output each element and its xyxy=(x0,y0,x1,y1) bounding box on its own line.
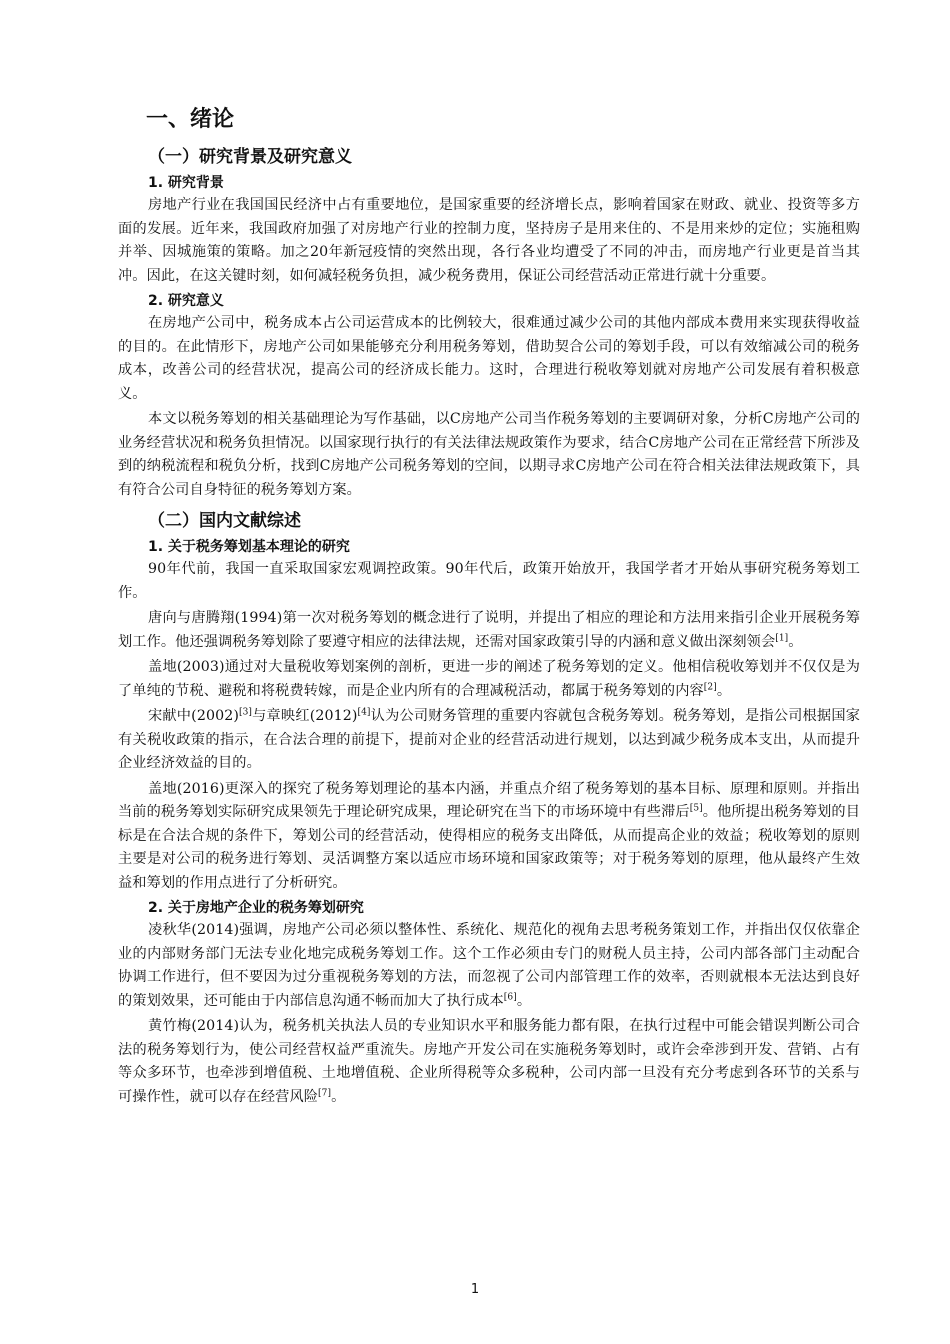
paragraph xyxy=(118,919,860,1013)
section-heading-literature: （二）国内文献综述 xyxy=(148,511,301,531)
paragraph-text: 。他所提出税务筹划的目标是在合法合规的条件下，筹划公司的经营活动，使得相应的税务支出降低，从而提高企业的效益；税收筹划的原则主要是对公司的税务进行筹划、灵活调整方案以适应市场环境和国家政策等；对于税务筹划的原理，他从最终产生效益和筹划的作用点进行了分析研究。 xyxy=(118,804,860,891)
citation-ref: [6] xyxy=(503,991,517,1002)
subheading-real-estate-research: 2. 关于房地产企业的税务筹划研究 xyxy=(148,900,364,916)
subheading-research-background: 1. 研究背景 xyxy=(148,175,224,191)
subheading-theory-research: 1. 关于税务筹划基本理论的研究 xyxy=(148,539,350,555)
citation-ref: [7] xyxy=(318,1087,332,1098)
paragraph xyxy=(118,656,860,703)
paragraph-text: 认为公司财务管理的重要内容就包含税务筹划。税务筹划，是指公司根据国家有关税收政策的指示，在合法合理的前提下，提前对企业的经营活动进行规划，以达到减少税务成本支出，从而提升企业经济效益的目的。 xyxy=(118,708,860,771)
subheading-research-significance: 2. 研究意义 xyxy=(148,293,224,309)
paragraph-text: 盖地(2016)更深入的探究了税务筹划理论的基本内涵，并重点介绍了税务筹划的基本目标、原理和原则。并指出当前的税务筹划实际研究成果领先于理论研究成果，理论研究在当下的市场环境中有些滞后 xyxy=(118,780,860,820)
paragraph-end: 。 xyxy=(716,682,732,699)
paragraph: 在房地产公司中，税务成本占公司运营成本的比例较大，很难通过减少公司的其他内部成本费用来实现获得收益的目的。在此情形下，房地产公司如果能够充分利用税务筹划，借助契合公司的筹划手段，可以有效缩减公司的税务成本，改善公司的经营状况，提高公司的经济成长能力。这时，合理进行税收筹划就对房地产公司发展有着积极意义。 xyxy=(118,315,860,402)
paragraph-text: 与章映红(2012) xyxy=(252,708,358,724)
paragraph xyxy=(118,778,860,896)
chapter-title: 一、绪论 xyxy=(146,107,235,132)
citation-ref: [5] xyxy=(689,803,703,814)
paragraph-text: 盖地(2003)通过对大量税收筹划案例的剖析，更进一步的阐述了税务筹划的定义。他相信税收筹划并不仅仅是为了单纯的节税、避税和将税费转嫁，而是企业内所有的合理减税活动，都属于税务筹划的内容 xyxy=(118,659,860,699)
paragraph xyxy=(118,1015,860,1109)
paragraph: 房地产行业在我国国民经济中占有重要地位，是国家重要的经济增长点，影响着国家在财政、就业、投资等多方面的发展。近年来，我国政府加强了对房地产行业的控制力度，坚持房子是用来住的、不是用来炒的定位；实施租购并举、因城施策的策略。加之20年新冠疫情的突然出现，各行各业均遭受了不同的冲击，而房地产行业更是首当其冲。因此，在这关键时刻，如何减轻税务负担，减少税务费用，保证公司经营活动正常进行就十分重要。 xyxy=(118,197,860,284)
paragraph-text: 凌秋华(2014)强调，房地产公司必须以整体性、系统化、规范化的视角去思考税务策划工作，并指出仅仅依靠企业的内部财务部门无法专业化地完成税务筹划工作。这个工作必须由专门的财税人员主持，公司内部各部门主动配合协调工作进行，但不要因为过分重视税务筹划的方法，而忽视了公司内部管理工作的效率，否则就根本无法达到良好的策划效果，还可能由于内部信息沟通不畅而加大了执行成本 xyxy=(118,922,860,1009)
paragraph-end: 。 xyxy=(516,992,532,1009)
paragraph-end: 。 xyxy=(788,633,803,650)
page-number: 1 xyxy=(470,1282,480,1297)
paragraph xyxy=(118,607,860,654)
citation-ref: [4] xyxy=(357,707,371,718)
paragraph-text: 唐向与唐腾翔(1994)第一次对税务筹划的概念进行了说明，并提出了相应的理论和方法用来指引企业开展税务筹划工作。他还强调税务筹划除了要遵守相应的法律法规，还需对国家政策引导的内涵和意义做出深刻领会 xyxy=(118,610,860,650)
document-body xyxy=(118,104,860,1111)
paragraph-text: 黄竹梅(2014)认为，税务机关执法人员的专业知识水平和服务能力都有限，在执行过程中可能会错误判断公司合法的税务筹划行为，使公司经营权益严重流失。房地产开发公司在实施税务筹划时，或许会牵涉到开发、营销、占有等众多环节，也牵涉到增值税、土地增值税、企业所得税等众多税种，公司内部一旦没有充分考虑到各环节的关系与可操作性，就可以存在经营风险 xyxy=(118,1018,860,1105)
section-heading-background: （一）研究背景及研究意义 xyxy=(148,147,352,167)
citation-ref: [1] xyxy=(775,632,789,643)
paragraph: 本文以税务筹划的相关基础理论为写作基础，以C房地产公司当作税务筹划的主要调研对象，分析C房地产公司的业务经营状况和税务负担情况。以国家现行执行的有关法律法规政策作为要求，结合C房地产公司在正常经营下所涉及到的纳税流程和税负分析，找到C房地产公司税务筹划的空间，以期寻求C房地产公司在符合相关法律法规政策下，具有符合公司自身特征的税务筹划方案。 xyxy=(118,411,860,498)
paragraph-text: 宋献中(2002) xyxy=(148,708,239,724)
paragraph-end: 。 xyxy=(331,1088,346,1105)
citation-ref: [3] xyxy=(238,707,253,718)
paragraph: 90年代前，我国一直采取国家宏观调控政策。90年代后，政策开始放开，我国学者才开始从事研究税务筹划工作。 xyxy=(118,561,860,601)
citation-ref: [2] xyxy=(703,681,717,692)
paragraph xyxy=(118,705,860,776)
